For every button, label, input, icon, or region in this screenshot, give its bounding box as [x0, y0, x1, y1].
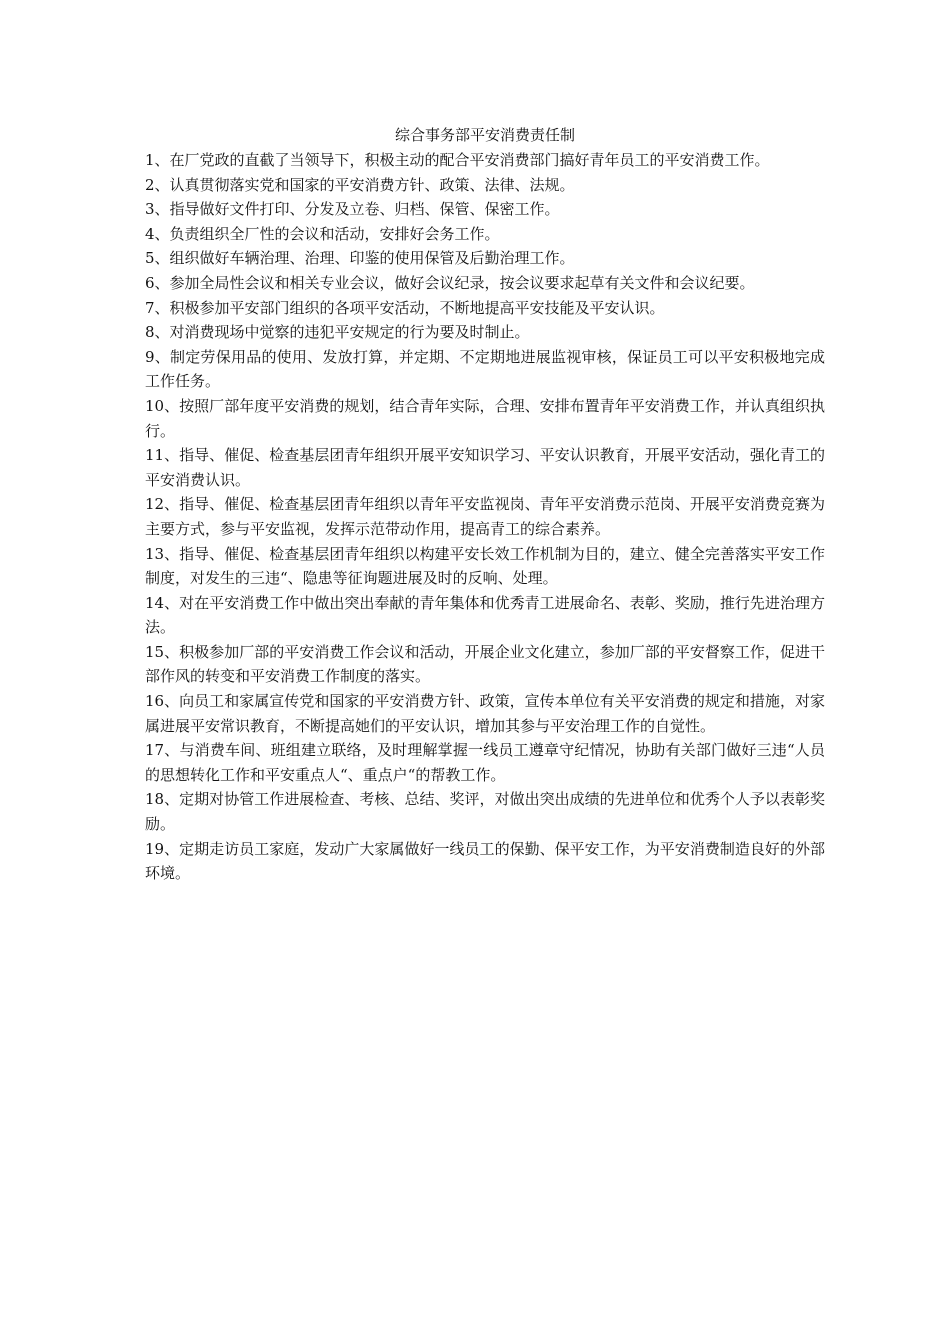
list-item: 10、按照厂部年度平安消费的规划，结合青年实际，合理、安排布置青年平安消费工作，并认真组织执行。 [145, 396, 825, 440]
list-item: 18、定期对协管工作进展检查、考核、总结、奖评，对做出突出成绩的先进单位和优秀个人予以表彰奖励。 [145, 790, 825, 834]
list-item: 4、负责组织全厂性的会议和活动，安排好会务工作。 [145, 224, 500, 243]
list-item: 9、制定劳保用品的使用、发放打算，并定期、不定期地进展监视审核，保证员工可以平安积极地完成工作任务。 [145, 347, 825, 391]
list-item: 1、在厂党政的直截了当领导下，积极主动的配合平安消费部门搞好青年员工的平安消费工作。 [145, 151, 770, 169]
list-item: 12、指导、催促、检查基层团青年组织以青年平安监视岗、青年平安消费示范岗、开展平安消费竞赛为主要方式，参与平安监视，发挥示范带动作用，提高青工的综合素养。 [145, 495, 825, 538]
list-item: 7、积极参加平安部门组织的各项平安活动，不断地提高平安技能及平安认识。 [145, 298, 665, 317]
list-item: 13、指导、催促、检查基层团青年组织以构建平安长效工作机制为目的，建立、健全完善落实平安工作制度，对发生的三违“、隐患等征询题进展及时的反响、处理。 [145, 544, 825, 588]
list-item: 15、积极参加厂部的平安消费工作会议和活动，开展企业文化建立，参加厂部的平安督察工作，促进干部作风的转变和平安消费工作制度的落实。 [145, 642, 825, 686]
document-page [145, 122, 825, 886]
list-item: 6、参加全局性会议和相关专业会议，做好会议纪录，按会议要求起草有关文件和会议纪要。 [145, 273, 755, 292]
list-item: 8、对消费现场中觉察的违犯平安规定的行为要及时制止。 [145, 323, 530, 342]
list-item: 16、向员工和家属宣传党和国家的平安消费方针、政策，宣传本单位有关平安消费的规定和措施，对家属进展平安常识教育，不断提高她们的平安认识，增加其参与平安治理工作的自觉性。 [145, 692, 825, 735]
list-item: 2、认真贯彻落实党和国家的平安消费方针、政策、法律、法规。 [145, 175, 575, 194]
page-title: 综合事务部平安消费责任制 [394, 126, 575, 144]
list-item: 11、指导、催促、检查基层团青年组织开展平安知识学习、平安认识教育，开展平安活动，强化青工的平安消费认识。 [145, 446, 825, 489]
list-item: 14、对在平安消费工作中做出突出奉献的青年集体和优秀青工进展命名、表彰、奖励，推行先进治理方法。 [145, 593, 825, 637]
responsibility-list [145, 148, 825, 886]
list-item: 5、组织做好车辆治理、治理、印鉴的使用保管及后勤治理工作。 [145, 249, 575, 268]
list-item: 19、定期走访员工家庭，发动广大家属做好一线员工的保勤、保平安工作，为平安消费制造良好的外部环境。 [145, 839, 825, 883]
list-item: 3、指导做好文件打印、分发及立卷、归档、保管、保密工作。 [145, 200, 560, 219]
list-item: 17、与消费车间、班组建立联络，及时理解掌握一线员工遵章守纪情况，协助有关部门做好三违“人员的思想转化工作和平安重点人“、重点户“的帮教工作。 [145, 741, 825, 784]
